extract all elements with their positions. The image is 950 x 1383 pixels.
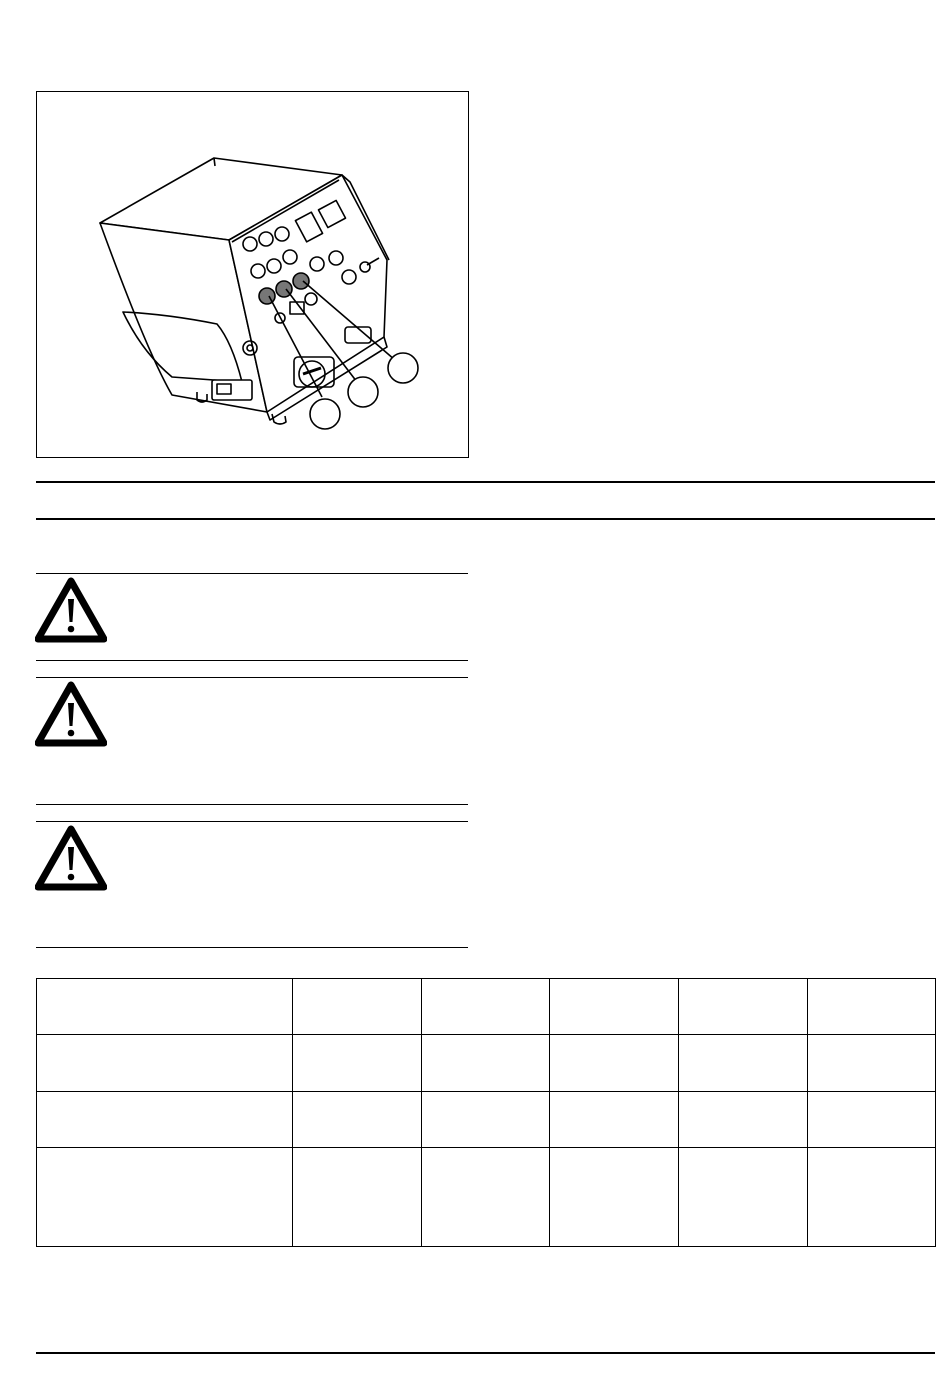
warning-2-rule-top	[36, 677, 468, 678]
table-cell	[550, 1092, 679, 1148]
warning-triangle-icon	[35, 577, 107, 643]
table-cell	[808, 1035, 936, 1092]
warning-triangle-icon	[35, 825, 107, 891]
figure-frame	[36, 91, 469, 458]
table-cell	[293, 1035, 422, 1092]
table-cell	[37, 1092, 293, 1148]
section-rule-bottom	[36, 518, 935, 520]
table-cell	[422, 1148, 550, 1247]
table-cell	[422, 1035, 550, 1092]
table-cell	[37, 1035, 293, 1092]
control-box-illustration	[37, 92, 468, 457]
table-cell	[808, 1148, 936, 1247]
footer-rule	[36, 1352, 935, 1354]
table-cell	[679, 979, 808, 1035]
warning-2-rule-bottom	[36, 804, 468, 805]
table-cell	[808, 979, 936, 1035]
table-cell	[679, 1148, 808, 1247]
table-cell	[550, 1035, 679, 1092]
table-cell	[37, 979, 293, 1035]
warning-1-rule-top	[36, 573, 468, 574]
table-cell	[808, 1092, 936, 1148]
table-cell	[422, 979, 550, 1035]
table-cell	[293, 1092, 422, 1148]
table-row	[37, 1092, 936, 1148]
table-cell	[679, 1092, 808, 1148]
specs-table	[36, 978, 936, 1247]
warning-3-rule-bottom	[36, 947, 468, 948]
table-cell	[679, 1035, 808, 1092]
table-row	[37, 1035, 936, 1092]
table-row	[37, 979, 936, 1035]
table-cell	[293, 1148, 422, 1247]
table-cell	[550, 979, 679, 1035]
warning-triangle-icon	[35, 681, 107, 747]
table-cell	[422, 1092, 550, 1148]
table-cell	[293, 979, 422, 1035]
table-row	[37, 1148, 936, 1247]
warning-3-rule-top	[36, 821, 468, 822]
table-cell	[37, 1148, 293, 1247]
section-rule-top	[36, 481, 935, 483]
warning-1-rule-bottom	[36, 660, 468, 661]
table-cell	[550, 1148, 679, 1247]
